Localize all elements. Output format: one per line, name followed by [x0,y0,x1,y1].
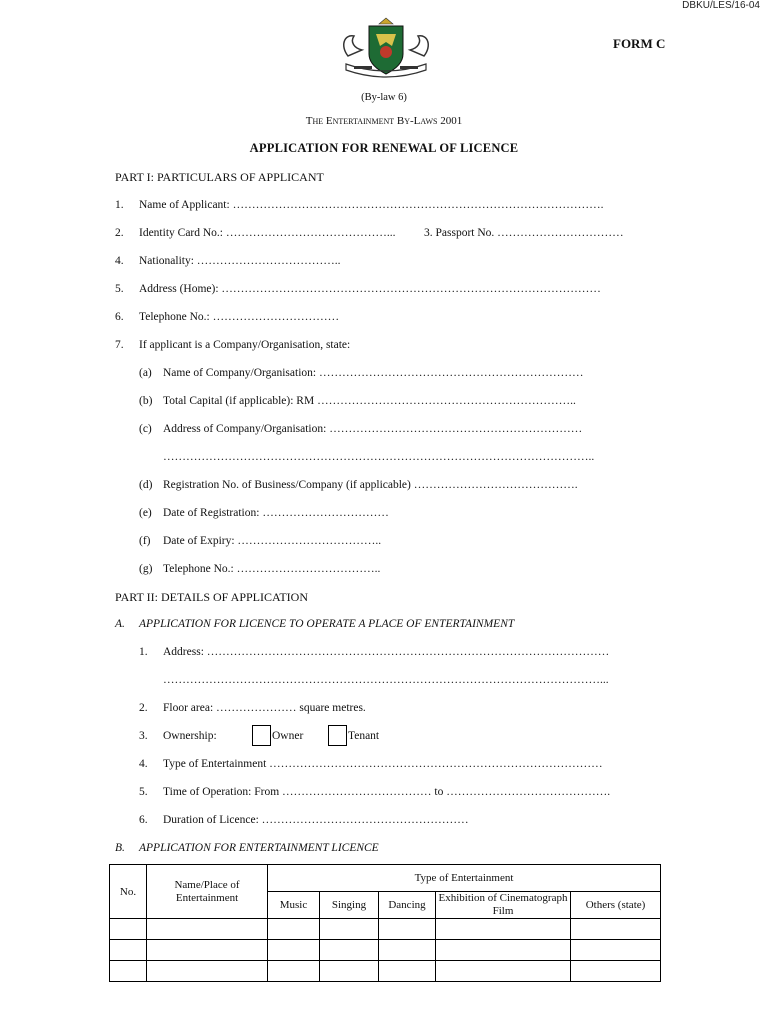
item-number: 1. [115,199,124,211]
company-address-field[interactable] [139,423,582,435]
table-cell[interactable] [147,961,268,982]
passport-field[interactable]: 3. Passport No. …………………………… [424,227,624,239]
table-cell[interactable] [268,940,320,961]
ownership-row [139,730,217,742]
item-number: 7. [115,339,124,351]
column-header-type: Type of Entertainment [268,865,661,892]
field-label: Ownership: [163,730,217,742]
operation-time-field[interactable] [139,786,610,798]
field-label: Name of Applicant: ……………………………………………………………………………………. [139,199,604,211]
field-label: Nationality: ……………………………….. [139,255,341,267]
table-cell[interactable] [268,961,320,982]
form-label: FORM C [613,36,666,51]
item-number: 6. [115,311,124,323]
table-cell[interactable] [436,961,571,982]
item-number: 6. [139,814,148,826]
table-cell[interactable] [379,919,436,940]
field-label: If applicant is a Company/Organisation, state: [139,339,351,351]
table-cell[interactable] [147,919,268,940]
table-cell[interactable] [379,940,436,961]
table-cell[interactable] [320,940,379,961]
bylaw-reference: (By-law 6) [361,92,407,103]
total-capital-field[interactable] [139,395,576,407]
field-label: Name of Company/Organisation: …………………………………………………………… [163,367,584,379]
table-cell[interactable] [320,919,379,940]
company-address-continuation[interactable]: ………………………………………………………………………………………………….. [163,451,595,463]
field-label: Date of Expiry: ……………………………….. [163,535,382,547]
column-header-name-place: Name/Place of Entertainment [147,865,268,919]
item-number: 5. [115,283,124,295]
tenant-option-label: Tenant [348,730,380,742]
table-cell[interactable] [571,940,661,961]
sub-label: (d) [139,479,153,491]
identity-card-field[interactable] [115,227,396,239]
table-cell[interactable] [571,961,661,982]
section-label: A. [115,618,125,630]
sub-label: (f) [139,535,151,547]
field-label: Floor area: ………………… square metres. [163,702,366,714]
column-header-music: Music [268,892,320,919]
entertainment-type-field[interactable] [139,758,603,770]
column-header-no: No. [110,865,147,919]
sub-label: (b) [139,395,153,407]
crest-emblem-icon [336,16,436,80]
table-cell[interactable] [268,919,320,940]
table-row [110,961,661,982]
field-label: Time of Operation: From ………………………………… to ……………………………………. [163,786,611,798]
section-title: APPLICATION FOR LICENCE TO OPERATE A PLACE OF ENTERTAINMENT [139,618,515,630]
table-cell[interactable] [379,961,436,982]
document-title: APPLICATION FOR RENEWAL OF LICENCE [249,141,519,155]
table-cell[interactable] [571,919,661,940]
expiry-date-field[interactable] [139,535,381,547]
sub-label: (a) [139,367,152,379]
registration-number-field[interactable] [139,479,578,491]
table-row [110,940,661,961]
sub-label: (c) [139,423,152,435]
table-cell[interactable] [147,940,268,961]
table-row [110,919,661,940]
field-label: Date of Registration: …………………………… [163,507,389,519]
field-label: Telephone No.: ……………………………….. [163,563,381,575]
entertainment-licence-table [109,864,661,982]
section-b-heading [115,842,379,854]
company-intro [115,339,350,351]
item-number: 4. [115,255,124,267]
registration-date-field[interactable] [139,507,389,519]
section-label: B. [115,842,125,854]
field-label: Registration No. of Business/Company (if applicable) ……………………………………. [163,479,578,491]
field-label: Telephone No.: …………………………… [139,311,340,323]
item-number: 2. [115,227,124,239]
part2-heading: PART II: DETAILS OF APPLICATION [115,590,309,604]
table-cell[interactable] [436,919,571,940]
column-header-others: Others (state) [571,892,661,919]
document-code: DBKU/LES/16-04 [682,0,760,11]
act-name: The Entertainment By-Laws 2001 [305,115,463,127]
sub-label: (g) [139,563,153,575]
licence-duration-field[interactable] [139,814,469,826]
field-label: Identity Card No.: ……………………………………... [139,227,396,239]
company-name-field[interactable] [139,367,583,379]
item-number: 3. [139,730,148,742]
home-address-field[interactable] [115,283,601,295]
item-number: 5. [139,786,148,798]
table-cell[interactable] [110,919,147,940]
section-a-heading [115,618,514,630]
table-cell[interactable] [110,940,147,961]
field-label: Type of Entertainment …………………………………………………………………………… [163,758,603,770]
table-cell[interactable] [110,961,147,982]
company-telephone-field[interactable] [139,563,380,575]
field-label: Address: …………………………………………………………………………………………… [163,646,610,658]
table-cell[interactable] [436,940,571,961]
item-number: 2. [139,702,148,714]
floor-area-field[interactable] [139,702,366,714]
field-label: Address (Home): ……………………………………………………………………………………… [139,283,601,295]
field-label: Address of Company/Organisation: ………………………………………………………… [163,423,583,435]
owner-option-label: Owner [272,730,304,742]
telephone-field[interactable] [115,311,339,323]
sub-label: (e) [139,507,152,519]
item-number: 4. [139,758,148,770]
section-title: APPLICATION FOR ENTERTAINMENT LICENCE [139,842,379,854]
column-header-film: Exhibition of Cinematograph Film [436,892,571,919]
field-label: Total Capital (if applicable): RM ………………………………………………………….. [163,395,576,407]
part1-heading: PART I: PARTICULARS OF APPLICANT [115,170,324,184]
table-cell[interactable] [320,961,379,982]
item-number: 1. [139,646,148,658]
tenant-checkbox[interactable] [328,725,347,746]
owner-checkbox[interactable] [252,725,271,746]
column-header-singing: Singing [320,892,379,919]
nationality-field[interactable] [115,255,341,267]
applicant-name-field[interactable] [115,199,603,211]
field-label: Duration of Licence: ……………………………………………… [163,814,469,826]
premises-address-field[interactable] [139,646,609,658]
column-header-dancing: Dancing [379,892,436,919]
premises-address-continuation[interactable]: ……………………………………………………………………………………………………... [163,674,609,686]
